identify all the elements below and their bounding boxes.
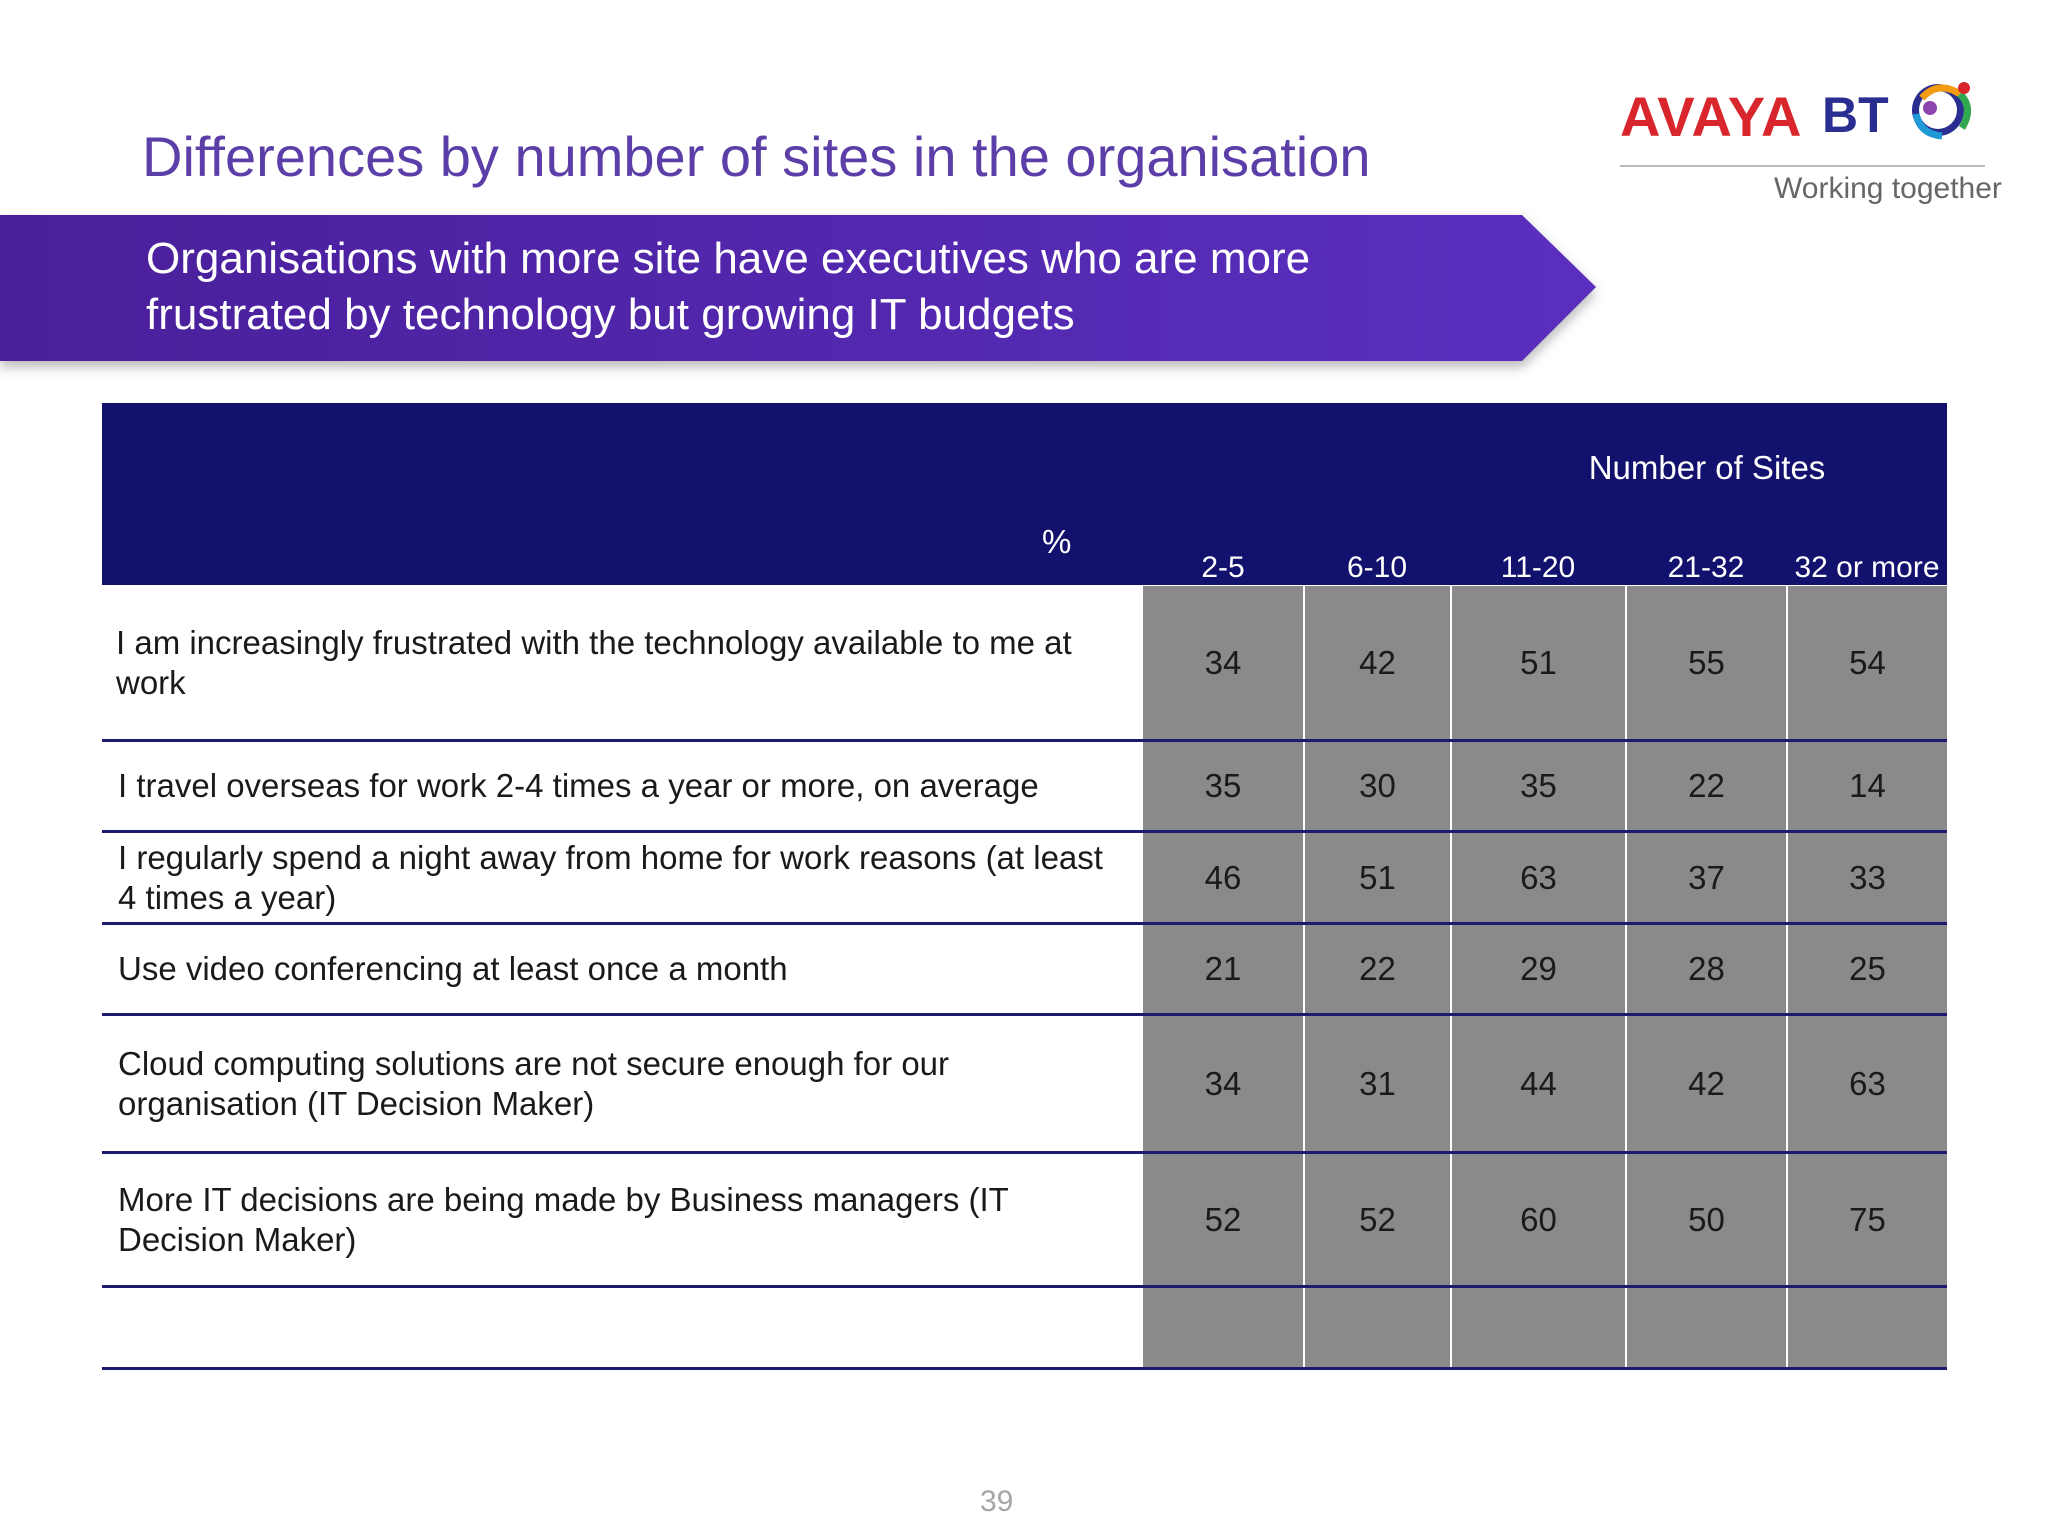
- table-cell: 35: [1143, 742, 1303, 830]
- table-cell: 46: [1143, 833, 1303, 922]
- table-cell: 42: [1305, 586, 1450, 739]
- table-cell: 52: [1143, 1154, 1303, 1285]
- column-header: 6-10: [1346, 551, 1408, 584]
- avaya-logo: AVAYA: [1620, 85, 1803, 148]
- row-label: Use video conferencing at least once a month: [118, 950, 788, 987]
- table-cell: 22: [1627, 742, 1786, 830]
- row-label: More IT decisions are being made by Business managers (IT Decision Maker): [118, 1180, 1009, 1258]
- table-cell: 21: [1143, 925, 1303, 1013]
- table-cell: [1788, 1288, 1947, 1367]
- table-cell: [1452, 1288, 1625, 1367]
- unit-label: %: [1042, 523, 1072, 560]
- table-cell: [1627, 1288, 1786, 1367]
- table-row: [102, 1154, 1947, 1288]
- table-cell: [1305, 1288, 1450, 1367]
- column-header: 11-20: [1500, 551, 1576, 584]
- table-cell: 33: [1788, 833, 1947, 922]
- table-cell: 75: [1788, 1154, 1947, 1285]
- bt-globe-icon: [1902, 74, 1984, 144]
- column-header: 32 or more: [1794, 551, 1940, 584]
- table-cell: 31: [1305, 1016, 1450, 1151]
- row-label: I travel overseas for work 2-4 times a year or more, on average: [118, 767, 1039, 804]
- table-cell: 29: [1452, 925, 1625, 1013]
- headline-text: [146, 231, 1526, 343]
- table-cell: 44: [1452, 1016, 1625, 1151]
- logo-divider: [1620, 165, 1985, 167]
- table-row: [102, 1288, 1947, 1370]
- column-group-header: Number of Sites: [1588, 449, 1826, 486]
- table-cell: 54: [1788, 586, 1947, 739]
- table-cell: 30: [1305, 742, 1450, 830]
- table-cell: 51: [1305, 833, 1450, 922]
- table-cell: 50: [1627, 1154, 1786, 1285]
- table-cell: 22: [1305, 925, 1450, 1013]
- page-title: Differences by number of sites in the organisation: [142, 125, 1371, 188]
- table-cell: 51: [1452, 586, 1625, 739]
- column-header: 2-5: [1201, 551, 1245, 584]
- row-label: Cloud computing solutions are not secure enough for our organisation (IT Decision Maker): [118, 1044, 950, 1122]
- table-cell: 34: [1143, 586, 1303, 739]
- page-number: 39: [980, 1485, 1014, 1518]
- row-label: I am increasingly frustrated with the technology available to me at work: [116, 623, 1072, 701]
- table-cell: 37: [1627, 833, 1786, 922]
- table-row: [102, 833, 1947, 925]
- table-row: [102, 1016, 1947, 1154]
- table-row: [102, 742, 1947, 833]
- table-cell: 60: [1452, 1154, 1625, 1285]
- table-cell: 63: [1788, 1016, 1947, 1151]
- sites-table: [102, 403, 1947, 1371]
- row-label: I regularly spend a night away from home for work reasons (at least 4 times a year): [118, 838, 1103, 916]
- table-cell: 42: [1627, 1016, 1786, 1151]
- headline-line-1: Organisations with more site have executives who are more: [146, 234, 1311, 283]
- table-header: [102, 403, 1947, 585]
- table-row: [102, 586, 1947, 742]
- table-cell: 14: [1788, 742, 1947, 830]
- table-cell: 35: [1452, 742, 1625, 830]
- table-row: [102, 925, 1947, 1016]
- table-cell: 25: [1788, 925, 1947, 1013]
- table-cell: 28: [1627, 925, 1786, 1013]
- table-cell: 34: [1143, 1016, 1303, 1151]
- column-header: 21-32: [1667, 551, 1745, 584]
- logo-tagline: Working together: [1774, 172, 2002, 205]
- headline-line-2: frustrated by technology but growing IT budgets: [146, 290, 1075, 339]
- table-cell: 63: [1452, 833, 1625, 922]
- table-cell: 52: [1305, 1154, 1450, 1285]
- table-cell: [1143, 1288, 1303, 1367]
- table-cell: 55: [1627, 586, 1786, 739]
- bt-logo: BT: [1822, 87, 1889, 143]
